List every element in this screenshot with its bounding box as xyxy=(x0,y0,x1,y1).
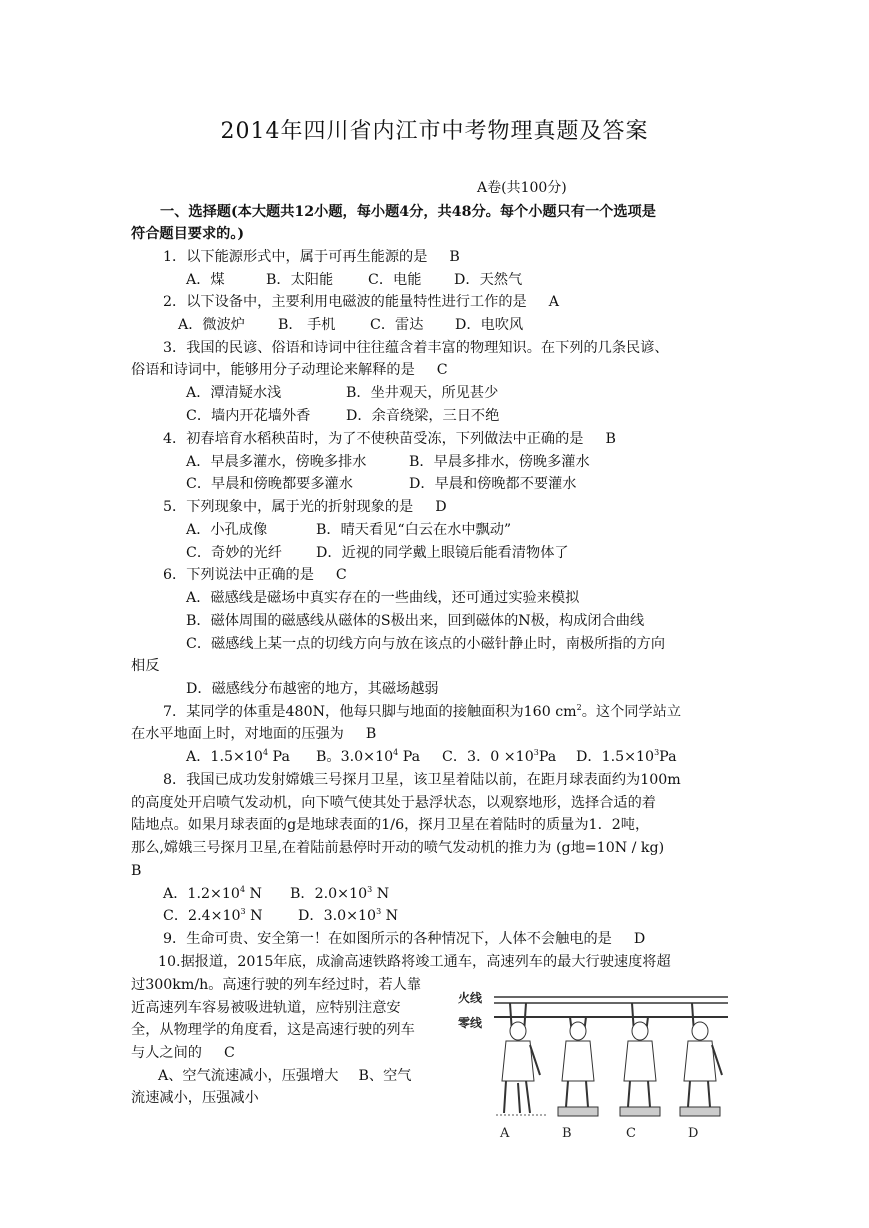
q4-opt-b: B．早晨多排水，傍晚多灌水 xyxy=(409,454,590,470)
q5-opt-d: D．近视的同学戴上眼镜后能看清物体了 xyxy=(316,545,569,561)
page-title: 2014年四川省内江市中考物理真题及答案 xyxy=(220,119,649,144)
q7-answer: B xyxy=(365,726,377,742)
q10-opt-b: B、空气 xyxy=(358,1068,412,1084)
q1-opt-b: B．太阳能 xyxy=(266,272,334,288)
q4-stem: 4．初春培育水稻秧苗时，为了不使秧苗受冻，下列做法中正确的是 xyxy=(163,431,584,447)
q3-opt-b: B．坐井观天，所见甚少 xyxy=(346,385,499,401)
q3-opt-c: C．墙内开花墙外香 xyxy=(186,408,311,424)
q7-stem-2: 在水平地面上时，对地面的压强为 xyxy=(131,726,344,742)
q2-stem: 2．以下设备中，主要利用电磁波的能量特性进行工作的是 xyxy=(163,294,527,310)
q3-opt-a: A．潭清疑水浅 xyxy=(186,385,282,401)
q6-opt-c-cont: 相反 xyxy=(131,658,160,674)
question-8-l3: 陆地点。如果月球表面的g是地球表面的1/6，探月卫星在着陆时的质量为1．2吨， xyxy=(131,817,650,833)
q10-options-row1 xyxy=(158,1066,412,1086)
q7-stem-b: 。这个同学站立 xyxy=(581,704,682,720)
q6-opt-c: C．磁感线上某一点的切线方向与放在该点的小磁针静止时，南极所指的方向 xyxy=(186,636,666,652)
question-6 xyxy=(163,565,347,585)
q6-opt-a: A．磁感线是磁场中真实存在的一些曲线，还可通过实验来模拟 xyxy=(186,590,580,606)
figure-label-d: D xyxy=(688,1126,699,1141)
question-4 xyxy=(163,429,616,449)
q9-answer: D xyxy=(633,931,646,947)
question-10-l5 xyxy=(131,1043,235,1063)
q5-opt-a: A．小孔成像 xyxy=(186,522,268,538)
q5-stem: 5．下列现象中，属于光的折射现象的是 xyxy=(163,499,414,515)
q10-opt-b-cont: 流速减小，压强减小 xyxy=(131,1090,259,1106)
part-heading: 一、选择题(本大题共12小题，每小题4分，共48分。每个小题只有一个选项是 xyxy=(160,204,656,220)
figure-label-a: A xyxy=(500,1126,510,1141)
q3-opt-d: D．余音绕梁，三日不绝 xyxy=(346,408,500,424)
person-c xyxy=(620,1003,660,1116)
q5-opt-c: C．奇妙的光纤 xyxy=(186,545,282,561)
q4-opt-d: D．早晨和傍晚都不要灌水 xyxy=(409,476,577,492)
q7-stem: 7．某同学的体重是480N，他每只脚与地面的接触面积为160 cm xyxy=(163,704,577,720)
q1-opt-c: C．电能 xyxy=(368,272,422,288)
q9-stem: 9．生命可贵、安全第一！在如图所示的各种情况下，人体不会触电的是 xyxy=(163,931,612,947)
neutral-wire-label: 零线 xyxy=(458,1016,483,1030)
question-9 xyxy=(163,929,645,949)
question-10: 10.据报道，2015年底，成渝高速铁路将竣工通车，高速列车的最大行驶速度将超 xyxy=(158,954,671,970)
live-wire-label: 火线 xyxy=(458,991,483,1005)
q8-opt-b: B．$2.0\times 10^3$ N xyxy=(290,885,390,902)
q2-answer: A xyxy=(548,294,559,310)
q10-opt-a: A、空气流速减小，压强增大 xyxy=(158,1068,339,1084)
figure-label-c: C xyxy=(626,1126,636,1141)
question-3-cont xyxy=(131,360,448,380)
q5-answer: D xyxy=(435,499,447,515)
q1-opt-d: D．天然气 xyxy=(454,272,523,288)
section-label: A卷(共100分) xyxy=(477,180,567,196)
q6-opt-b: B．磁体周围的磁感线从磁体的S极出来，回到磁体的N极，构成闭合曲线 xyxy=(186,613,645,629)
q6-answer: C xyxy=(335,567,347,583)
q2-opt-c: C．雷达 xyxy=(370,317,424,333)
q4-answer: B xyxy=(605,431,616,447)
q1-opt-a: A．煤 xyxy=(186,272,225,288)
q4-opt-c: C．早晨和傍晚都要多灌水 xyxy=(186,476,353,492)
q8-opt-a: A．$1.2\times 10^4$ N xyxy=(163,885,262,902)
question-8-l2: 的高度处开启喷气发动机，向下喷气使其处于悬浮状态，以观察地形，选择合适的着 xyxy=(131,795,656,811)
person-b xyxy=(558,1017,598,1116)
question-3: 3．我国的民谚、俗语和诗词中往往蕴含着丰富的物理知识。在下列的几条民谚、 xyxy=(163,340,669,356)
question-7: 7．某同学的体重是480N，他每只脚与地面的接触面积为160 $cm^2$。这个同学站立 xyxy=(163,703,682,720)
question-8-l4: 那么,嫦娥三号探月卫星,在着陆前悬停时开动的喷气发动机的推力为 (g地=10N / kg) xyxy=(131,840,665,856)
q7-opt-b: B。$3.0\times 10^4$ Pa xyxy=(316,748,421,765)
q8-opt-d: D．$3.0\times 10^3$ N xyxy=(298,907,399,924)
q3-stem: 俗语和诗词中，能够用分子动理论来解释的是 xyxy=(131,362,415,378)
question-5 xyxy=(163,497,447,517)
q4-opt-a: A．早晨多灌水，傍晚多排水 xyxy=(186,454,367,470)
q7-opt-c: C．3．$0 \times 10^3Pa$ xyxy=(442,748,557,765)
live-wire xyxy=(494,997,728,1003)
question-10-l2: 过300km/h。高速行驶的列车经过时，若人靠 xyxy=(131,977,422,993)
q10-stem-end: 与人之间的 xyxy=(131,1045,202,1061)
q10-answer: C xyxy=(223,1045,235,1061)
question-2 xyxy=(163,292,559,312)
q7-opt-d: D．$1.5\times 10^3Pa$ xyxy=(576,748,677,765)
part-heading-cont: 符合题目要求的。) xyxy=(131,226,245,242)
q2-opt-b: B． 手机 xyxy=(278,317,336,333)
q2-opt-d: D．电吹风 xyxy=(455,317,524,333)
q1-stem: 1．以下能源形式中，属于可再生能源的是 xyxy=(163,249,428,265)
q3-answer: C xyxy=(436,362,448,378)
person-a xyxy=(496,1003,546,1115)
question-8: 8．我国已成功发射嫦娥三号探月卫星，该卫星着陆以前，在距月球表面约为100m xyxy=(163,772,681,788)
q7-opt-a: A．$1.5\times 10^4$ Pa xyxy=(186,748,290,765)
q2-opt-a: A．微波炉 xyxy=(178,317,245,333)
q6-opt-d: D．磁感线分布越密的地方，其磁场越弱 xyxy=(186,681,439,697)
q8-answer: B xyxy=(131,863,142,879)
figure-label-b: B xyxy=(562,1126,572,1141)
question-10-l4: 全，从物理学的角度看，这是高速行驶的列车 xyxy=(131,1022,415,1038)
person-d xyxy=(680,1003,722,1116)
q8-opt-c: C．$2.4\times 10^3$ N xyxy=(163,907,263,924)
q1-answer: B xyxy=(449,249,460,265)
electric-shock-figure xyxy=(448,985,738,1145)
question-1 xyxy=(163,247,460,267)
q6-stem: 6．下列说法中正确的是 xyxy=(163,567,314,583)
question-10-l3: 近高速列车容易被吸进轨道，应特别注意安 xyxy=(131,1000,401,1016)
q5-opt-b: B．晴天看见“白云在水中飘动” xyxy=(316,522,512,538)
question-7-cont xyxy=(131,724,376,744)
